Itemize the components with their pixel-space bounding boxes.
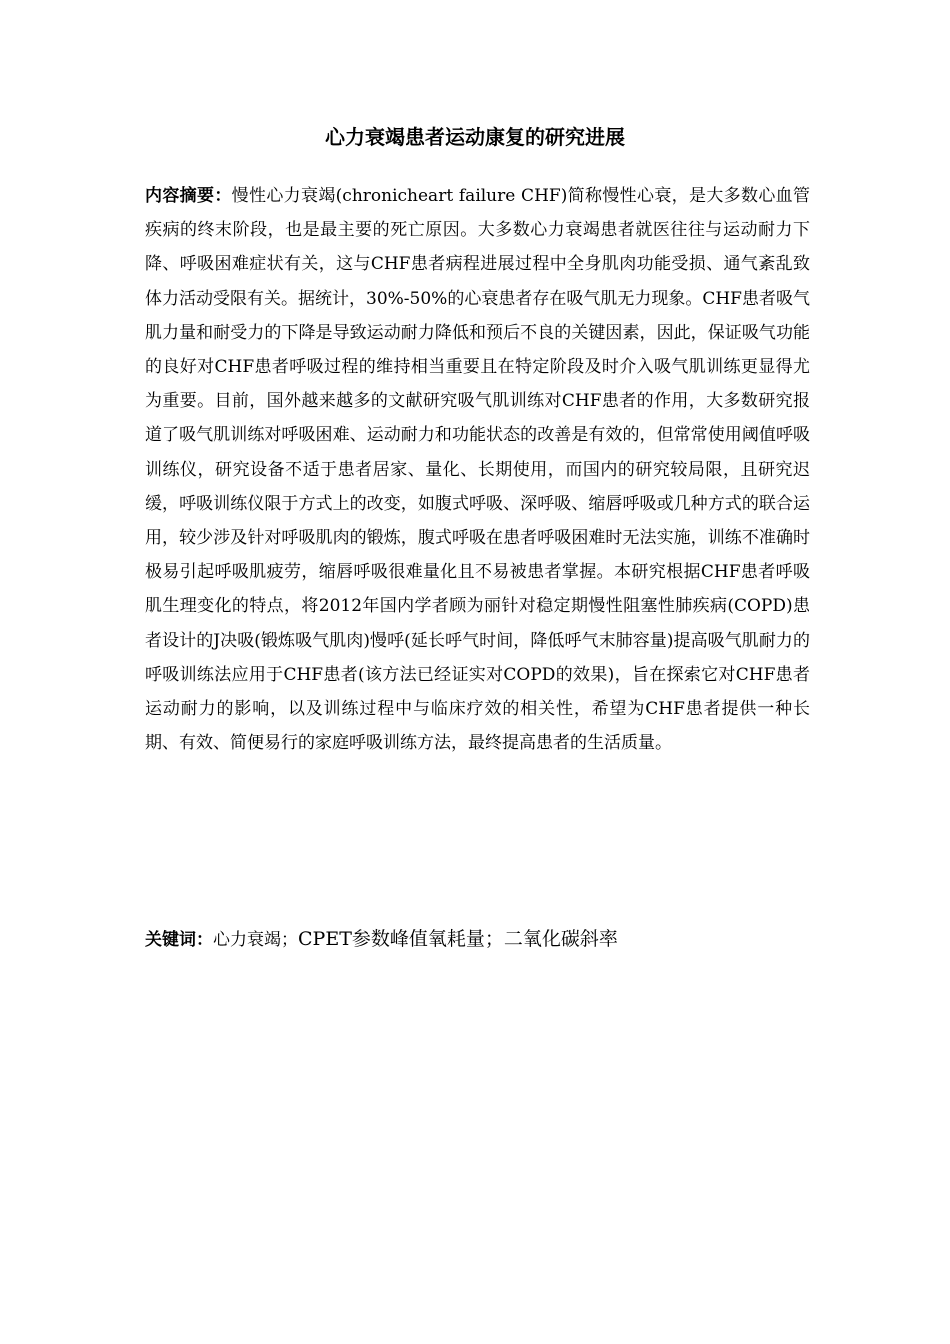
document-title: 心力衰竭患者运动康复的研究进展 (325, 125, 625, 149)
keywords-lead: 心力衰竭； (213, 930, 298, 950)
keywords-text: CPET参数峰值氧耗量；二氧化碳斜率 (298, 928, 618, 950)
abstract-label: 内容摘要： (145, 186, 232, 206)
abstract-text: 慢性心力衰竭(chronicheart failure CHF)简称慢性心衰，是大多数心血管疾病的终末阶段，也是最主要的死亡原因。大多数心力衰竭患者就医往往与运动耐力下降、呼吸困难症状有关，这与CHF患者病程进展过程中全身肌肉功能受损、通气紊乱致体力活动受限有关。据统计，30%-50%的心衰患者存在吸气肌无力现象。CHF患者吸气肌力量和耐受力的下降是导致运动耐力降低和预后不良的关键因素，因此，保证吸气功能的良好对CHF患者呼吸过程的维持相当重要且在特定阶段及时介入吸气肌训练更显得尤为重要。目前，国外越来越多的文献研究吸气肌训练对CHF患者的作用，大多数研究报道了吸气肌训练对呼吸困难、运动耐力和功能状态的改善是有效的，但常常使用阈值呼吸训练仪，研究设备不适于患者居家、量化、长期使用，而国内的研究较局限，且研究迟缓，呼吸训练仪限于方式上的改变，如腹式呼吸、深呼吸、缩唇呼吸或几种方式的联合运用，较少涉及针对呼吸肌肉的锻炼，腹式呼吸在患者呼吸困难时无法实施，训练不准确时极易引起呼吸肌疲劳，缩唇呼吸很难量化且不易被患者掌握。本研究根据CHF患者呼吸肌生理变化的特点，将2012年国内学者顾为丽针对稳定期慢性阻塞性肺疾病(COPD)患者设计的J决吸(锻炼吸气肌肉)慢呼(延长呼气时间，降低呼气末肺容量)提高吸气肌耐力的呼吸训练法应用于CHF患者(该方法已经证实对COPD的效果)，旨在探索它对CHF患者运动耐力的影响，以及训练过程中与临床疗效的相关性，希望为CHF患者提供一种长期、有效、简便易行的家庭呼吸训练方法，最终提高患者的生活质量。 (145, 186, 810, 754)
abstract-paragraph (145, 179, 810, 760)
keywords-line (145, 922, 810, 957)
keywords-label: 关键词： (145, 930, 213, 950)
